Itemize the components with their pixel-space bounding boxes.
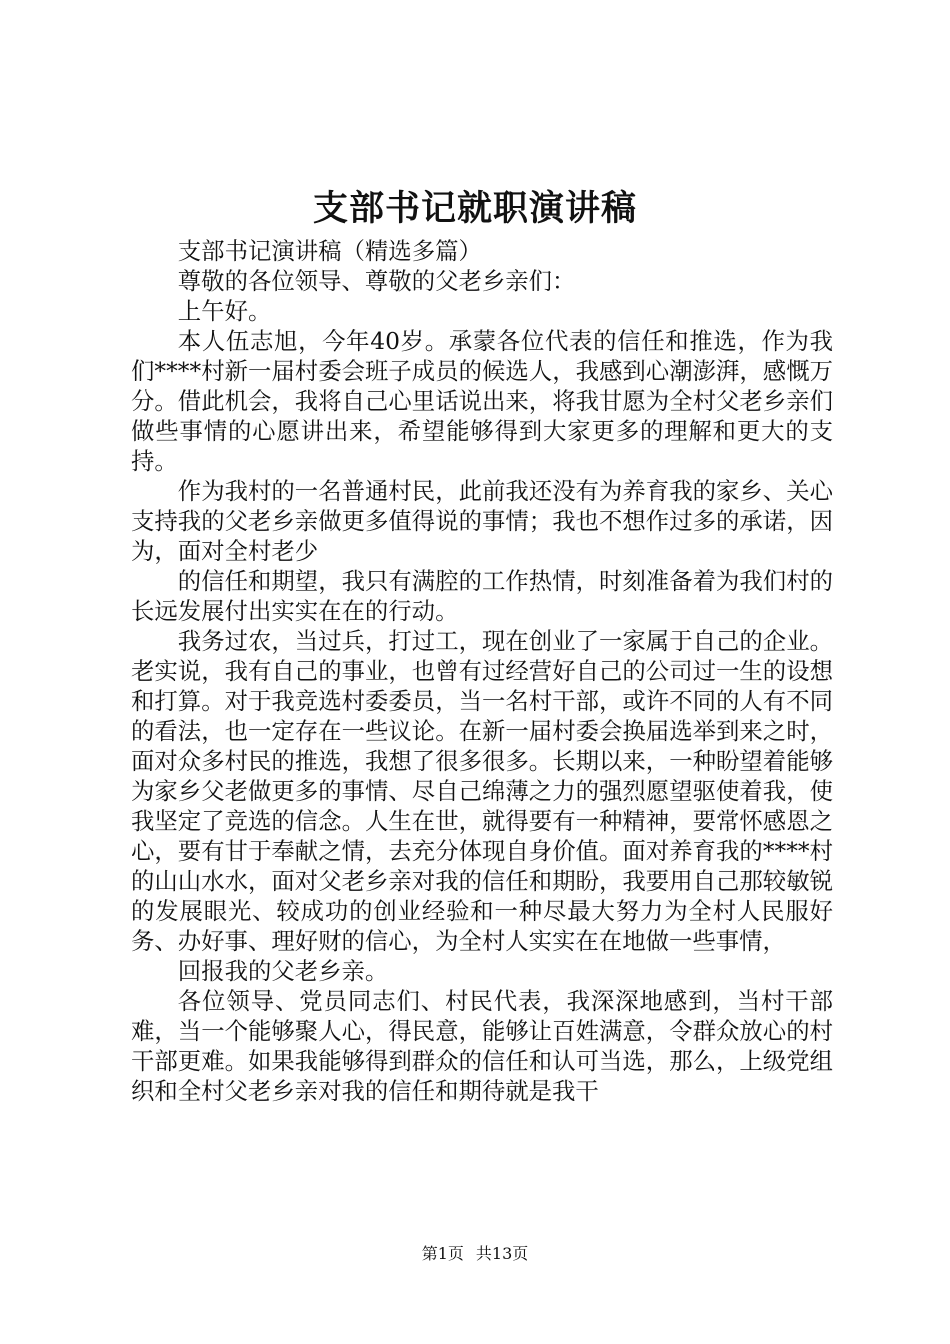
document-title: 支部书记就职演讲稿: [312, 188, 637, 229]
page-number: 第1页: [421, 1244, 464, 1263]
document-body: [131, 236, 833, 1106]
paragraph-introduction: 本人伍志旭，今年40岁。承蒙各位代表的信任和推选，作为我们****村新一届村委会班子成员的候选人，我感到心潮澎湃，感慨万分。借此机会，我将自己心里话说出来，将我甘愿为全村父老乡亲们做些事情的心愿讲出来，希望能够得到大家更多的理解和更大的支持。: [131, 327, 833, 475]
paragraph-repay: 回报我的父老乡亲。: [177, 957, 389, 985]
paragraph-subtitle: 支部书记演讲稿（精选多篇）: [177, 237, 482, 265]
paragraph-commitment-continued: 的信任和期望，我只有满腔的工作热情，时刻准备着为我们村的长远发展付出实实在在的行动。: [131, 567, 833, 625]
total-pages: 共13页: [475, 1244, 529, 1263]
paragraph-difficulty: 各位领导、党员同志们、村民代表，我深深地感到，当村干部难，当一个能够聚人心，得民意，能够让百姓满意，令群众放心的村干部更难。如果我能够得到群众的信任和认可当选，那么，上级党组织和全村父老乡亲对我的信任和期待就是我干: [131, 987, 833, 1105]
paragraph-background: 我务过农，当过兵，打过工，现在创业了一家属于自己的企业。老实说，我有自己的事业，也曾有过经营好自己的公司过一生的设想和打算。对于我竞选村委委员，当一名村干部，或许不同的人有不同的看法，也一定存在一些议论。在新一届村委会换届选举到来之时，面对众多村民的推选，我想了很多很多。长期以来，一种盼望着能够为家乡父老做更多的事情、尽自己绵薄之力的强烈愿望驱使着我，使我坚定了竞选的信念。人生在世，就得要有一种精神，要常怀感恩之心，要有甘于奉献之情，去充分体现自身价值。面对养育我的****村的山山水水，面对父老乡亲对我的信任和期盼，我要用自己那较敏锐的发展眼光、较成功的创业经验和一种尽最大努力为全村人民服好务、办好事、理好财的信心，为全村人实实在在地做一些事情，: [131, 627, 833, 955]
paragraph-commitment: 作为我村的一名普通村民，此前我还没有为养育我的家乡、关心支持我的父老乡亲做更多值得说的事情；我也不想作过多的承诺，因为，面对全村老少: [131, 477, 833, 565]
paragraph-greeting: 上午好。: [177, 297, 272, 325]
paragraph-salutation: 尊敬的各位领导、尊敬的父老乡亲们：: [177, 267, 576, 295]
page-footer: [0, 1242, 950, 1266]
